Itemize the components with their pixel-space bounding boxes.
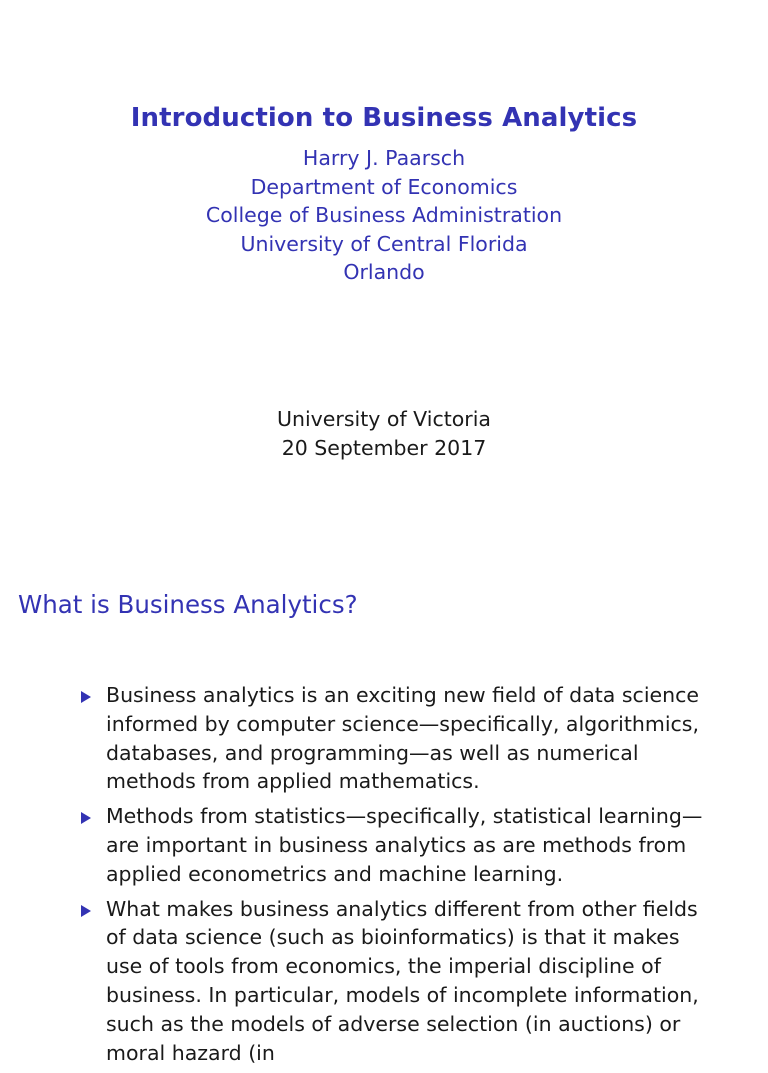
bullet-item	[78, 802, 718, 888]
venue-name: University of Victoria	[276, 407, 491, 431]
triangle-bullet-icon	[81, 905, 91, 917]
presentation-title: Introduction to Business Analytics	[130, 103, 638, 133]
author-university: University of Central Florida	[240, 231, 528, 256]
venue-block	[0, 405, 768, 462]
author-city: Orlando	[343, 260, 425, 285]
bullet-text: Business analytics is an exciting new field of data science informed by computer science—specifically, algorithmics, databases, and programming—as well as numerical methods from applied mathematics.	[106, 683, 700, 794]
bullet-item	[78, 681, 718, 796]
author-college: College of Business Administration	[205, 203, 563, 228]
presentation-date: 20 September 2017	[281, 435, 487, 460]
bullet-list	[78, 681, 718, 1073]
author-department: Department of Economics	[250, 174, 518, 199]
bullet-item	[78, 895, 718, 1068]
author-block	[0, 144, 768, 287]
frame-title: What is Business Analytics?	[18, 590, 358, 619]
bullet-text: Methods from statistics—specifically, statistical learning—are important in business analytics as are methods from applied econometrics and machine learning.	[106, 804, 703, 886]
triangle-bullet-icon	[81, 812, 91, 824]
triangle-bullet-icon	[81, 691, 91, 703]
author-name: Harry J. Paarsch	[302, 146, 466, 170]
bullet-text: What makes business analytics different from other fields of data science (such as bioinformatics) is that it makes use of tools from economics, the imperial discipline of business. In particular, models of incomplete information, such as the models of adverse selection (in auctions) or moral hazard (in	[106, 896, 699, 1065]
